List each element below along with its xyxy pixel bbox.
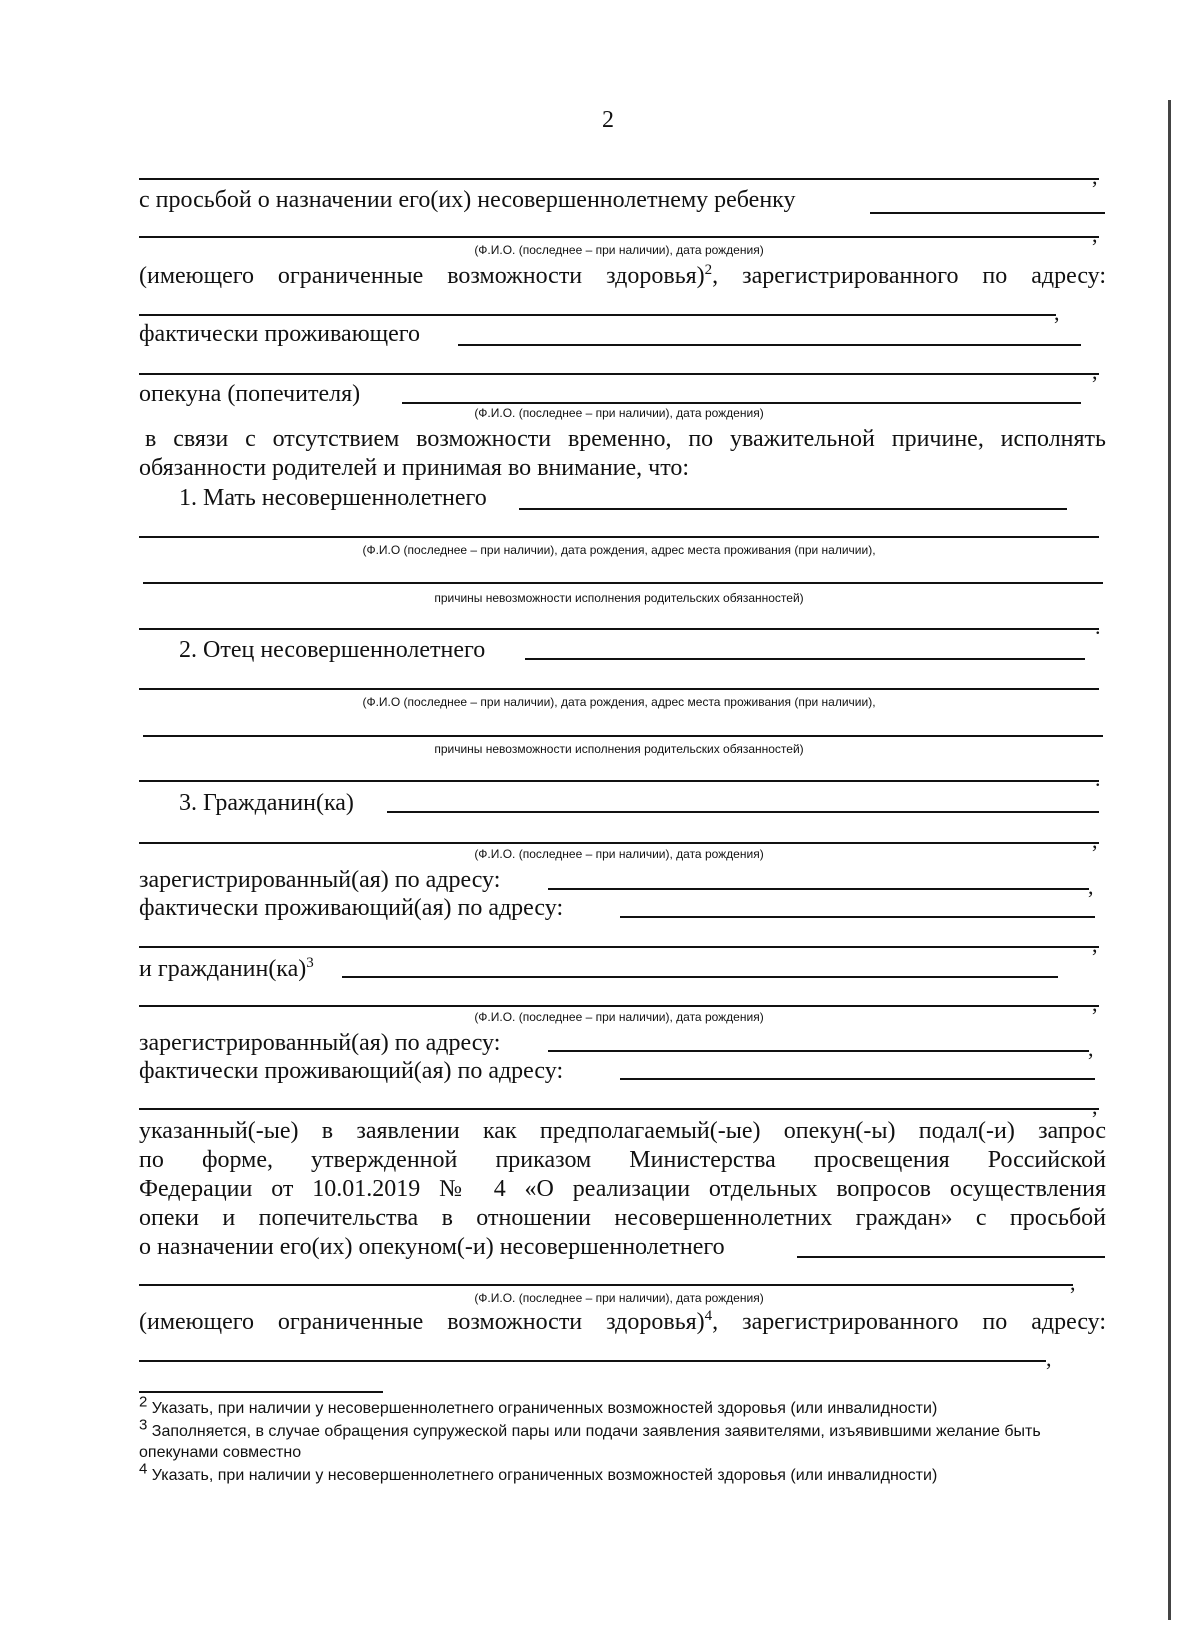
actually-living-at-label: фактически проживающий(ая) по адресу:	[139, 1058, 564, 1084]
footnote-2: $^2$ Указать, при наличии у несовершеннолетнего ограниченных возможностей здоровья (или инвалидности)	[139, 1393, 938, 1417]
comma: ,	[1092, 164, 1098, 189]
actually-living-label: фактически проживающего	[139, 321, 421, 347]
fill-line	[548, 1050, 1089, 1052]
reason-paragraph-line2: обязанности родителей и принимая во внимание, что:	[139, 455, 690, 481]
indicated-paragraph-line4: опеки и попечительства в отношении несовершеннолетних граждан» с просьбой	[139, 1205, 1106, 1231]
fill-line	[458, 344, 1081, 346]
fill-line	[525, 658, 1085, 660]
caption-fio-birth: (Ф.И.О. (последнее – при наличии), дата рождения)	[474, 1010, 764, 1024]
fill-line	[139, 780, 1099, 782]
fill-line	[342, 976, 1058, 978]
period: .	[1095, 614, 1101, 639]
caption-parent-1: (Ф.И.О (последнее – при наличии), дата рождения, адрес места проживания (при наличии),	[362, 543, 876, 557]
comma: ,	[1092, 359, 1098, 384]
comma: ,	[1092, 222, 1098, 247]
fill-line	[139, 178, 1099, 180]
comma: ,	[1092, 1094, 1098, 1119]
footnote-3-continued: опекунами совместно	[139, 1444, 302, 1461]
fill-line	[139, 946, 1099, 948]
guardian-label: опекуна (попечителя)	[139, 381, 361, 407]
indicated-paragraph-line1: указанный(-ые) в заявлении как предполагаемый(-ые) опекун(-ы) подал(-и) запрос	[139, 1118, 1106, 1144]
caption-parent-1: (Ф.И.О (последнее – при наличии), дата рождения, адрес места проживания (при наличии),	[362, 695, 876, 709]
limited-health-row: (имеющего ограниченные возможности здоровья)$^2$, зарегистрированного по адресу:	[139, 262, 1107, 289]
and-citizen-label: и гражданин(ка)$^3$	[139, 955, 314, 982]
caption-fio-birth: (Ф.И.О. (последнее – при наличии), дата рождения)	[474, 847, 764, 861]
fill-line	[139, 1005, 1099, 1007]
fill-line	[139, 1284, 1073, 1286]
fill-line	[387, 811, 1099, 813]
caption-parent-2: причины невозможности исполнения родительских обязанностей)	[434, 742, 804, 756]
fill-line	[139, 1360, 1046, 1362]
fill-line	[139, 536, 1099, 538]
fill-line	[143, 582, 1103, 584]
fill-line	[402, 402, 1081, 404]
father-label: 2. Отец несовершеннолетнего	[179, 637, 486, 663]
fill-line	[548, 888, 1089, 890]
indicated-paragraph-line2: по форме, утвержденной приказом Министерства просвещения Российской	[139, 1147, 1106, 1173]
comma: ,	[1088, 1036, 1094, 1061]
page-number: 2	[602, 107, 614, 133]
mother-label: 1. Мать несовершеннолетнего	[179, 485, 487, 511]
footnote-4: $^4$ Указать, при наличии у несовершеннолетнего ограниченных возможностей здоровья (или инвалидности)	[139, 1460, 938, 1484]
fill-line	[139, 1108, 1099, 1110]
comma: ,	[1070, 1270, 1076, 1295]
comma: ,	[1088, 874, 1094, 899]
period: .	[1095, 766, 1101, 791]
fill-line	[139, 688, 1099, 690]
comma: ,	[1092, 828, 1098, 853]
fill-line	[139, 314, 1056, 316]
citizen-label: 3. Гражданин(ка)	[179, 790, 354, 816]
scan-edge-mark	[1168, 100, 1171, 1620]
footnote-separator	[139, 1391, 383, 1393]
registered-label: зарегистрированный(ая) по адресу:	[139, 1030, 501, 1056]
comma: ,	[1092, 932, 1098, 957]
reason-paragraph-line1: в связи с отсутствием возможности временно, по уважительной причине, исполнять	[145, 426, 1106, 452]
caption-fio-birth: (Ф.И.О. (последнее – при наличии), дата рождения)	[474, 406, 764, 420]
fill-line	[870, 212, 1105, 214]
indicated-paragraph-line3: Федерации от 10.01.2019 № 4 «О реализации отдельных вопросов осуществления	[139, 1176, 1106, 1202]
appointing-label: о назначении его(их) опекуном(-и) несовершеннолетнего	[139, 1234, 725, 1260]
fill-line	[139, 628, 1099, 630]
comma: ,	[1046, 1346, 1052, 1371]
fill-line	[620, 1078, 1095, 1080]
footnote-3: $^3$ Заполняется, в случае обращения супружеской пары или подачи заявления заявителями, изъявившими желание быть	[139, 1416, 1041, 1440]
request-label: с просьбой о назначении его(их) несовершеннолетнему ребенку	[139, 187, 796, 213]
fill-line	[519, 508, 1067, 510]
registered-label: зарегистрированный(ая) по адресу:	[139, 867, 501, 893]
fill-line	[139, 373, 1099, 375]
limited-health-row: (имеющего ограниченные возможности здоровья)$^4$, зарегистрированного по адресу:	[139, 1308, 1107, 1335]
fill-line	[797, 1256, 1105, 1258]
fill-line	[143, 735, 1103, 737]
comma: ,	[1054, 300, 1060, 325]
actually-living-at-label: фактически проживающий(ая) по адресу:	[139, 895, 564, 921]
fill-line	[139, 842, 1099, 844]
fill-line	[139, 236, 1099, 238]
caption-fio-birth: (Ф.И.О. (последнее – при наличии), дата рождения)	[474, 1291, 764, 1305]
caption-fio-birth: (Ф.И.О. (последнее – при наличии), дата рождения)	[474, 243, 764, 257]
fill-line	[620, 916, 1095, 918]
caption-parent-2: причины невозможности исполнения родительских обязанностей)	[434, 591, 804, 605]
comma: ,	[1092, 991, 1098, 1016]
